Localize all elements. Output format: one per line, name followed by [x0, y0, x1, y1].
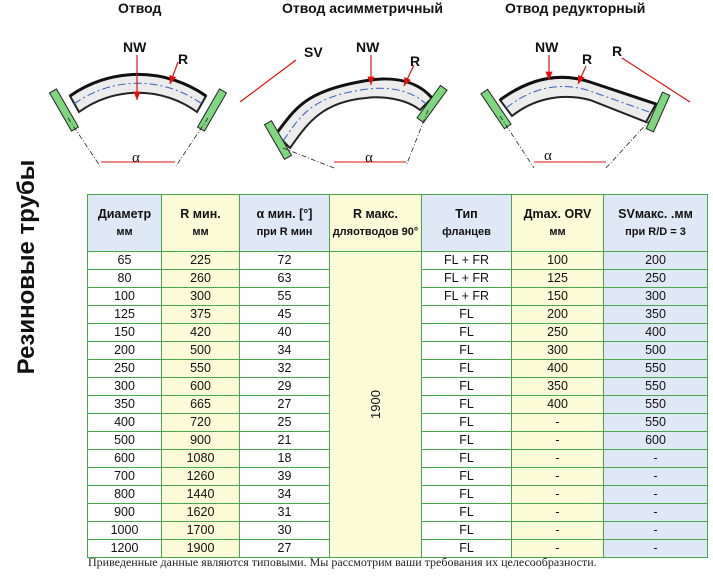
cell-alpha-min: 27 — [240, 396, 330, 414]
cell-flange-type: FL + FR — [422, 252, 512, 270]
cell-dmax-orv: - — [512, 486, 604, 504]
cell-r-min: 665 — [162, 396, 240, 414]
cell-dmax-orv: - — [512, 540, 604, 558]
cell-sv-max: - — [604, 486, 708, 504]
cell-alpha-min: 55 — [240, 288, 330, 306]
cell-sv-max: - — [604, 540, 708, 558]
cell-sv-max: 350 — [604, 306, 708, 324]
cell-dmax-orv: 300 — [512, 342, 604, 360]
cell-diameter: 900 — [88, 504, 162, 522]
diagram-title-elbow: Отвод — [118, 0, 162, 16]
asym-elbow-body — [276, 79, 432, 148]
table-row — [88, 252, 708, 270]
cell-r-min: 300 — [162, 288, 240, 306]
cell-r-min: 1900 — [162, 540, 240, 558]
asym-elbow-sv-label: SV — [304, 44, 323, 60]
cell-diameter: 300 — [88, 378, 162, 396]
cell-flange-type: FL — [422, 306, 512, 324]
cell-diameter: 150 — [88, 324, 162, 342]
cell-r-min: 260 — [162, 270, 240, 288]
cell-flange-type: FL — [422, 522, 512, 540]
diagram-asymmetric-elbow — [240, 39, 447, 168]
cell-alpha-min: 30 — [240, 522, 330, 540]
cell-dmax-orv: 250 — [512, 324, 604, 342]
cell-sv-max: 550 — [604, 396, 708, 414]
cell-flange-type: FL — [422, 396, 512, 414]
cell-flange-type: FL — [422, 378, 512, 396]
cell-diameter: 350 — [88, 396, 162, 414]
cell-alpha-min: 32 — [240, 360, 330, 378]
cell-flange-type: FL + FR — [422, 270, 512, 288]
reducer-elbow-body — [500, 77, 656, 122]
cell-dmax-orv: - — [512, 522, 604, 540]
cell-sv-max: 250 — [604, 270, 708, 288]
cell-diameter: 500 — [88, 432, 162, 450]
cell-r-min: 1700 — [162, 522, 240, 540]
cell-diameter: 65 — [88, 252, 162, 270]
cell-dmax-orv: 350 — [512, 378, 604, 396]
header-r-min: R мин. мм — [162, 195, 240, 252]
side-title: Резиновые трубы — [13, 159, 40, 375]
cell-alpha-min: 29 — [240, 378, 330, 396]
cell-sv-max: 550 — [604, 360, 708, 378]
cell-r-min: 500 — [162, 342, 240, 360]
cell-r-min: 1080 — [162, 450, 240, 468]
cell-alpha-min: 27 — [240, 540, 330, 558]
cell-alpha-min: 39 — [240, 468, 330, 486]
cell-r-min: 375 — [162, 306, 240, 324]
specs-table — [87, 194, 708, 558]
cell-dmax-orv: - — [512, 468, 604, 486]
cell-sv-max: - — [604, 522, 708, 540]
header-flange-type: Тип фланцев — [422, 195, 512, 252]
bend-diagrams — [0, 0, 713, 192]
cell-dmax-orv: 150 — [512, 288, 604, 306]
cell-dmax-orv: 400 — [512, 396, 604, 414]
cell-sv-max: - — [604, 468, 708, 486]
cell-diameter: 125 — [88, 306, 162, 324]
cell-dmax-orv: - — [512, 504, 604, 522]
reducer-elbow-alpha-label: α — [544, 148, 552, 164]
r-max-value: 1900 — [367, 389, 383, 419]
cell-sv-max: 600 — [604, 432, 708, 450]
diagram-title-asymmetric-elbow: Отвод асимметричный — [282, 0, 443, 16]
cell-r-min: 600 — [162, 378, 240, 396]
cell-flange-type: FL — [422, 342, 512, 360]
asym-elbow-alpha-label: α — [365, 150, 373, 166]
cell-diameter: 700 — [88, 468, 162, 486]
asym-elbow-nw-label: NW — [356, 39, 380, 55]
reducer-elbow-axis-right — [606, 120, 650, 168]
header-sv-max: SVмакс. .мм при R/D = 3 — [604, 195, 708, 252]
cell-diameter: 400 — [88, 414, 162, 432]
cell-sv-max: 500 — [604, 342, 708, 360]
cell-diameter: 80 — [88, 270, 162, 288]
cell-flange-type: FL — [422, 504, 512, 522]
cell-r-min: 1260 — [162, 468, 240, 486]
cell-flange-type: FL — [422, 432, 512, 450]
elbow-body — [70, 74, 206, 112]
cell-dmax-orv: 100 — [512, 252, 604, 270]
cell-diameter: 250 — [88, 360, 162, 378]
cell-r-min: 1620 — [162, 504, 240, 522]
cell-sv-max: - — [604, 504, 708, 522]
elbow-nw-label: NW — [123, 39, 147, 55]
cell-alpha-min: 45 — [240, 306, 330, 324]
header-r-max: R макс. дляотводов 90° — [330, 195, 422, 252]
cell-alpha-min: 34 — [240, 342, 330, 360]
cell-dmax-orv: 400 — [512, 360, 604, 378]
cell-diameter: 600 — [88, 450, 162, 468]
cell-sv-max: 550 — [604, 414, 708, 432]
cell-sv-max: 400 — [604, 324, 708, 342]
elbow-r-label: R — [178, 51, 189, 67]
table-header-row — [88, 195, 708, 252]
reducer-elbow-r2-label: R — [612, 43, 623, 59]
cell-alpha-min: 21 — [240, 432, 330, 450]
cell-flange-type: FL — [422, 360, 512, 378]
cell-diameter: 200 — [88, 342, 162, 360]
cell-r-min: 225 — [162, 252, 240, 270]
cell-dmax-orv: - — [512, 432, 604, 450]
cell-flange-type: FL — [422, 450, 512, 468]
cell-diameter: 1200 — [88, 540, 162, 558]
cell-flange-type: FL — [422, 414, 512, 432]
elbow-alpha-label: α — [132, 150, 140, 166]
asym-elbow-sv-line — [240, 60, 296, 102]
cell-r-min: 420 — [162, 324, 240, 342]
asym-elbow-r-label: R — [410, 53, 421, 69]
diagram-reducer-elbow — [481, 39, 690, 168]
cell-r-min: 550 — [162, 360, 240, 378]
cell-alpha-min: 31 — [240, 504, 330, 522]
header-diameter: Диаметр мм — [88, 195, 162, 252]
diagram-elbow — [50, 39, 227, 166]
footnote: Приведенные данные являются типовыми. Мы рассмотрим ваши требования их целесообразности. — [88, 555, 597, 569]
cell-sv-max: 300 — [604, 288, 708, 306]
cell-r-min: 900 — [162, 432, 240, 450]
cell-r-min: 720 — [162, 414, 240, 432]
cell-dmax-orv: 125 — [512, 270, 604, 288]
diagram-title-reducer-elbow: Отвод редукторный — [505, 0, 646, 16]
cell-flange-type: FL — [422, 486, 512, 504]
cell-flange-type: FL — [422, 540, 512, 558]
header-dmax-orv: Дmax. ORV мм — [512, 195, 604, 252]
cell-dmax-orv: - — [512, 450, 604, 468]
cell-diameter: 800 — [88, 486, 162, 504]
cell-alpha-min: 40 — [240, 324, 330, 342]
cell-alpha-min: 34 — [240, 486, 330, 504]
cell-flange-type: FL — [422, 324, 512, 342]
cell-dmax-orv: 200 — [512, 306, 604, 324]
cell-diameter: 100 — [88, 288, 162, 306]
cell-flange-type: FL + FR — [422, 288, 512, 306]
cell-flange-type: FL — [422, 468, 512, 486]
reducer-elbow-nw-label: NW — [535, 39, 559, 55]
header-alpha-min: α мин. [°] при R мин — [240, 195, 330, 252]
reducer-elbow-r1-label: R — [582, 51, 593, 67]
cell-alpha-min: 25 — [240, 414, 330, 432]
cell-sv-max: 200 — [604, 252, 708, 270]
cell-r-max-merged — [330, 252, 422, 558]
cell-alpha-min: 63 — [240, 270, 330, 288]
cell-dmax-orv: - — [512, 414, 604, 432]
cell-alpha-min: 72 — [240, 252, 330, 270]
asym-elbow-axis-left — [283, 148, 334, 168]
cell-r-min: 1440 — [162, 486, 240, 504]
cell-alpha-min: 18 — [240, 450, 330, 468]
cell-diameter: 1000 — [88, 522, 162, 540]
cell-sv-max: 550 — [604, 378, 708, 396]
cell-sv-max: - — [604, 450, 708, 468]
